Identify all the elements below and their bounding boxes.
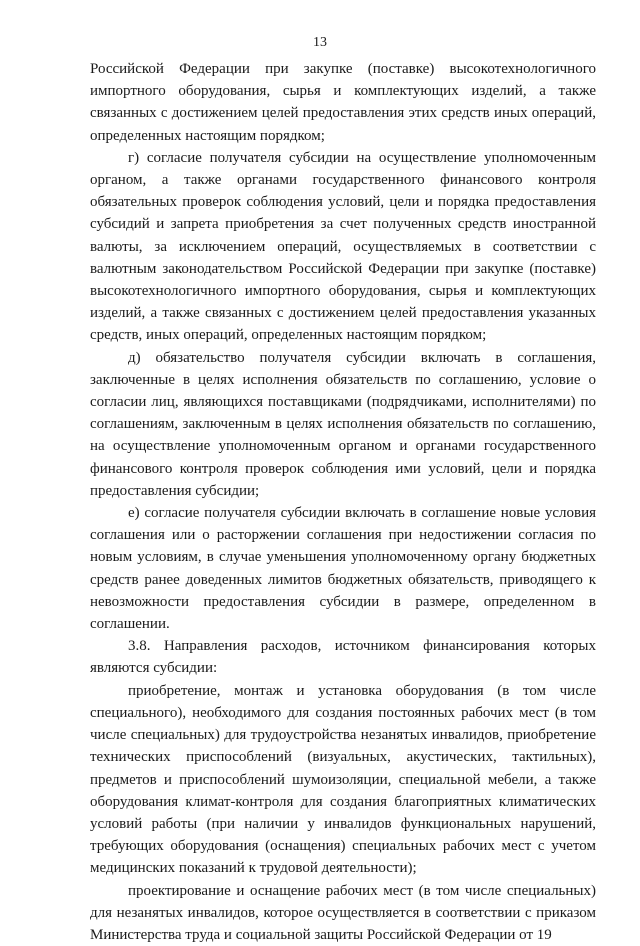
paragraph-continuation: Российской Федерации при закупке (поставке) высокотехнологичного импортного оборудования, сырья и комплектующих изделий, а также связанных с достижением целей предоставления этих средств иных операций, определенных настоящим порядком; — [90, 61, 596, 144]
paragraph-item-g: г) согласие получателя субсидии на осуществление уполномоченным органом, а также органами государственного финансового контроля обязательных проверок соблюдения условий, цели и порядка предоставления субсидий и запрета приобретения за счет полученных средств иностранной валюты, за исключением операций, осуществляемых в соответствии с валютным законодательством Российской Федерации при закупке (поставке) высокотехнологичного импортного оборудования, сырья и комплектующих изделий, а также связанных с достижением целей предоставления указанных средств, иных операций, определенных настоящим порядком; — [90, 149, 596, 344]
paragraph-workplace-design: проектирование и оснащение рабочих мест (в том числе специальных) для незанятых инвалидов, которое осуществляется в соответствии с приказом Министерства труда и социальной защиты Российской Федерации от 19 — [90, 882, 596, 943]
document-body — [90, 58, 596, 946]
page-number: 13 — [313, 35, 327, 50]
paragraph-section-3-8: 3.8. Направления расходов, источником финансирования которых являются субсидии: — [90, 638, 596, 677]
paragraph-equipment-acquisition: приобретение, монтаж и установка оборудования (в том числе специального), необходимого для создания постоянных рабочих мест (в том числе специальных) для трудоустройства незанятых инвалидов, приобретение технических приспособлений (визуальных, акустических, тактильных), предметов и приспособлений шумоизоляции, специальной мебели, а также оборудования климат-контроля для создания благоприятных климатических условий работы (при наличии у инвалидов функциональных нарушений, требующих оборудования (оснащения) специальных рабочих мест с учетом медицинских показаний к трудовой деятельности); — [90, 682, 596, 877]
paragraph-item-e: е) согласие получателя субсидии включать в соглашение новые условия соглашения или о расторжении соглашения при недостижении согласия по новым условиям, в случае уменьшения уполномоченному органу бюджетных средств ранее доведенных лимитов бюджетных обязательств, приводящего к невозможности предоставления субсидии в размере, определенном в соглашении. — [90, 505, 596, 633]
paragraph-item-d: д) обязательство получателя субсидии включать в соглашения, заключенные в целях исполнения обязательств по соглашению, условие о согласии лиц, являющихся поставщиками (подрядчиками, исполнителями) по соглашениям, заключенным в целях исполнения обязательств по соглашению, на осуществление уполномоченным органом и органами государственного финансового контроля проверок соблюдения ими условий, цели и порядка предоставления субсидии; — [90, 349, 596, 499]
